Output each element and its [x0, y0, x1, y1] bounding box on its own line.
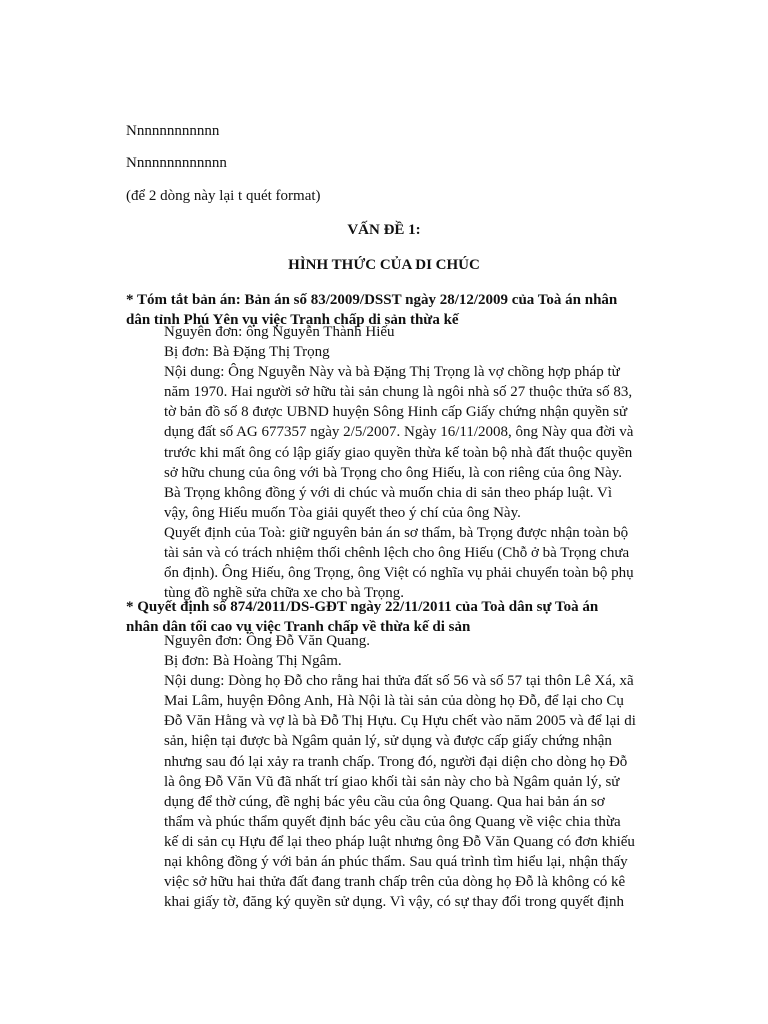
case1-content-line: Nội dung: Ông Nguyễn Này và bà Đặng Thị Trọng là vợ chồng hợp pháp từ [164, 364, 620, 381]
case2-content-line: Đỗ Văn Hằng và vợ là bà Đỗ Thị Hựu. Cụ Hựu chết vào năm 2005 và để lại di [164, 713, 636, 730]
note-line-2: Nnnnnnnnnnnnn [126, 155, 227, 171]
case2-content-line: khai giấy tờ, đăng ký quyền sử dụng. Vì vậy, có sự thay đổi trong quyết định [164, 894, 624, 911]
case2-heading-line: * Quyết định số 874/2011/DS-GĐT ngày 22/11/2011 của Toà dân sự Toà án [126, 599, 599, 615]
case2-content-line: nhưng sau đó lại xảy ra tranh chấp. Trong đó, người đại diện cho dòng họ Đỗ [164, 753, 628, 770]
issue-heading: VẤN ĐỀ 1: [347, 222, 421, 238]
case2-content-line: nại không đồng ý với bản án phúc thẩm. Sau quá trình tìm hiểu lại, nhận thấy [164, 854, 628, 871]
case2-content-line: là ông Đỗ Văn Vũ đã nhất trí giao khối tài sản này cho bà Ngâm quản lý, sử [164, 773, 620, 790]
case1-decision-line: Quyết định của Toà: giữ nguyên bản án sơ thẩm, bà Trọng được nhận toàn bộ [164, 524, 629, 541]
case1-plaintiff: Nguyên đơn: ông Nguyễn Thành Hiếu [164, 324, 395, 340]
case2-plaintiff: Nguyên đơn: Ông Đỗ Văn Quang. [164, 633, 370, 649]
case2-heading-line: nhân dân tối cao vụ việc Tranh chấp về thừa kế di sản [126, 619, 471, 636]
case2-content-line: kế di sản cụ Hựu để lại theo pháp luật nhưng ông Đỗ Văn Quang có đơn khiếu [164, 833, 635, 850]
case2-content-line: Nội dung: Dòng họ Đỗ cho rằng hai thửa đất số 56 và số 57 tại thôn Lê Xá, xã [164, 673, 634, 690]
case2-content-line: sản, hiện tại được bà Ngâm quản lý, sử dụng và được cấp giấy chứng nhận [164, 733, 612, 750]
case1-body [164, 322, 634, 603]
case2-content-line: Mai Lâm, huyện Đông Anh, Hà Nội là tài sản của dòng họ Đỗ, để lại cho Cụ [164, 693, 624, 710]
note-line-3: (để 2 dòng này lại t quét format) [126, 188, 321, 204]
case1-content-line: vậy, ông Hiếu muốn Tòa giải quyết theo ý chí của ông Này. [164, 504, 521, 521]
case1-decision-line: tùng đồ nghề sửa chữa xe cho bà Trọng. [164, 585, 404, 602]
case1-decision-line: ổn định). Ông Hiếu, ông Trọng, ông Việt có nghĩa vụ phải chuyển toàn bộ phụ [164, 565, 634, 582]
case2-content-line: việc sở hữu hai thửa đất đang tranh chấp trên của dòng họ Đỗ là không có kê [164, 874, 626, 891]
case2-body [164, 631, 636, 912]
case1-decision-line: tài sản và có trách nhiệm thối chênh lệch cho ông Hiếu (Chỗ ở bà Trọng chưa [164, 545, 630, 562]
case1-content-line: Bà Trọng không đồng ý với di chúc và muốn chia di sản theo pháp luật. Vì [164, 484, 613, 501]
case1-content-line: dụng đất số AG 677357 ngày 2/5/2007. Ngày 16/11/2008, ông Này qua đời và [164, 424, 634, 441]
case1-content-line: tờ bản đồ số 8 được UBND huyện Sông Hinh cấp Giấy chứng nhận quyền sử [164, 404, 628, 421]
case2-content-line: dụng để thờ cúng, đề nghị bác yêu cầu của ông Quang. Qua hai bản án sơ [164, 793, 605, 810]
case2-defendant: Bị đơn: Bà Hoàng Thị Ngâm. [164, 653, 342, 670]
case1-heading-line: * Tóm tắt bản án: Bản án số 83/2009/DSST ngày 28/12/2009 của Toà án nhân [126, 292, 618, 308]
section-title: HÌNH THỨC CỦA DI CHÚC [288, 257, 480, 273]
note-line-1: Nnnnnnnnnnnn [126, 123, 220, 139]
case2-content-line: thẩm và phúc thẩm quyết định bác yêu cầu của ông Quang về việc chia thừa [164, 813, 621, 830]
case1-content-line: sở hữu chung của ông với bà Trọng cho ông Hiếu, là con riêng của ông Này. [164, 464, 622, 481]
case1-heading-line: dân tỉnh Phú Yên vụ việc Tranh chấp di sản thừa kế [126, 312, 459, 329]
case1-defendant: Bị đơn: Bà Đặng Thị Trọng [164, 344, 330, 361]
case1-content-line: trước khi mất ông có lập giấy giao quyền thừa kế toàn bộ nhà đất thuộc quyền [164, 444, 633, 461]
case1-content-line: năm 1970. Hai người sở hữu tài sản chung là ngôi nhà số 27 thuộc thửa số 83, [164, 384, 633, 401]
